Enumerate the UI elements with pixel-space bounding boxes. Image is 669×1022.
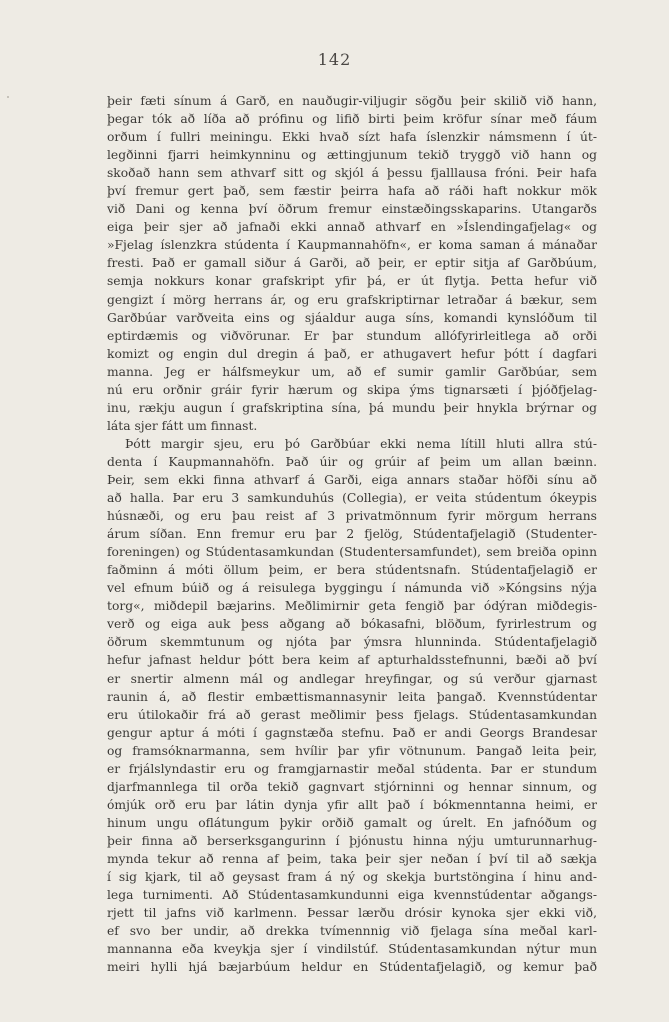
text-line: mannanna eða kveykja sjer í vindilstúf. Stúdentasamkundan nýtur mun [107,942,597,957]
text-line: semja nokkurs konar grafskript yfir þá, er út flytja. Þetta hefur við [107,274,597,289]
text-line: þeir fæti sínum á Garð, en nauðugir-viljugir sögðu þeir skilið við hann, [107,94,597,108]
text-line: djarfmannlega til orða tekið gagnvart stjórninni og hennar sinnum, og [107,779,597,794]
text-line: öðrum skemmtunum og njóta þar ýmsra hlunninda. Stúdentafjelagið [107,635,597,650]
text-line: nú eru orðnir gráir fyrir hærum og skipa ýms tignarsæti í þjóðfjelag- [107,382,597,397]
text-line: þegar tók að líða að prófinu og lifið birti þeim kröfur sínar með fáum [107,112,597,127]
text-line: raunin á, að flestir embættismannasynir leita þangað. Kvennstúdentar [107,689,597,704]
text-line: því fremur gert það, sem fæstir þeirra hafa að ráði haft nokkur mök [107,184,597,199]
text-line: Garðbúar varðveita eins og sjáaldur auga síns, komandi kynslóðum til [107,310,597,325]
ink-speck [7,96,9,98]
text-line: við Dani og kenna því öðrum fremur einstæðingsskaparins. Utangarðs [107,202,597,217]
text-line: eptirdæmis og viðvörunar. Er þar stundum allófyrirleitlega að orði [107,328,597,343]
text-line: manna. Jeg er hálfsmeykur um, að ef sumir gamlir Garðbúar, sem [107,364,597,379]
paragraph-end-line: láta sjer fátt um finnast. [107,418,258,433]
page-number: 142 [317,50,352,69]
text-line: fresti. Það er gamall siður á Garði, að þeir, er eptir sitja af Garðbúum, [107,256,597,271]
text-line: meiri hylli hjá bæjarbúum heldur en Stúdentafjelagið, og kemur það [107,960,597,975]
text-line: vel efnum búið og á reisulega byggingu í námunda við »Kóngsins nýja [107,581,597,596]
paragraph-start-line: Þótt margir sjeu, eru þó Garðbúar ekki nema lítill hluti allra stú- [125,436,597,451]
text-line: hefur jafnast heldur þótt bera keim af apturhaldsstefnunni, bæði að því [107,653,597,668]
text-line: Þeir, sem ekki finna athvarf á Garði, eiga annars staðar höfði sínu að [107,472,597,487]
text-line: komizt og engin dul dregin á það, er athugavert hefur þótt í dagfari [107,346,597,361]
body-text [107,92,597,976]
text-line: foreningen) og Stúdentasamkundan (Studentersamfundet), sem breiða opinn [107,545,597,560]
text-line: gengizt í mörg herrans ár, og eru grafskriptirnar letraðar á bækur, sem [107,292,597,307]
text-line: faðminn á móti öllum þeim, er bera stúdentsnafn. Stúdentafjelagið er [107,563,597,578]
text-line: skoðað hann sem athvarf sitt og skjól á þessu fjalllausa fróni. Þeir hafa [107,166,597,181]
text-line: verð og eiga auk þess aðgang að bókasafni, blöðum, fyrirlestrum og [107,617,597,632]
text-line: er snertir almenn mál og andlegar hreyfingar, og sú verður gjarnast [107,671,597,686]
text-line: þeir finna að berserksgangurinn í þjónustu hinna nýju umturunnarhug- [107,833,597,848]
text-line: rjett til jafns við karlmenn. Þessar lærðu drósir kynoka sjer ekki við, [107,906,597,921]
text-line: og framsóknarmanna, sem hvílir þar yfir vötnunum. Þangað leita þeir, [107,743,597,758]
text-line: gengur aptur á móti í gagnstæða stefnu. Það er andi Georgs Brandesar [107,725,597,740]
text-line: inu, rækju augun í grafskriptina sína, þá mundu þeir hnykla brýrnar og [107,400,597,415]
text-line: ómjúk orð eru þar látin dynja yfir allt það í bókmenntanna heimi, er [107,797,597,812]
text-line: lega turnimenti. Að Stúdentasamkundunni eiga kvennstúdentar aðgangs- [107,888,597,903]
text-line: í sig kjark, til að geysast fram á ný og skekja burtstöngina í hinu and- [107,870,597,885]
text-line: »Fjelag íslenzkra stúdenta í Kaupmannahöfn«, er koma saman á mánaðar [107,238,597,253]
text-line: árum síðan. Enn fremur eru þar 2 fjelög, Stúdentafjelagið (Studenter- [107,527,597,542]
text-line: hinum ungu oflátungum þykir orðið gamalt og úrelt. En jafnóðum og [107,815,597,830]
text-line: er frjálslyndastir eru og framgjarnastir meðal stúdenta. Þar er stundum [107,761,597,776]
text-line: eiga þeir sjer að jafnaði ekki annað athvarf en »Íslendingafjelag« og [107,220,597,235]
text-line: að halla. Þar eru 3 samkunduhús (Collegia), er veita stúdentum ókeypis [107,491,597,506]
text-line: ef svo ber undir, að drekka tvímennnig við fjelaga sína meðal karl- [107,924,597,939]
text-line: orðum í fullri meiningu. Ekki hvað sízt hafa íslenzkir námsmenn í út- [107,130,597,145]
text-line: mynda tekur að renna af þeim, taka þeir sjer neðan í því til að sækja [107,851,597,866]
text-line: denta í Kaupmannahöfn. Það úir og grúir af þeim um allan bæinn. [107,454,597,469]
text-line: húsnæði, og eru þau reist af 3 privatmönnum fyrir mörgum herrans [107,509,597,524]
text-line: eru útilokaðir frá að gerast meðlimir þess fjelags. Stúdentasamkundan [107,707,597,722]
text-line: legðinni fjarri heimkynninu og ættingjunum tekið tryggð við hann og [107,148,597,163]
text-line: torg«, miðdepil bæjarins. Meðlimirnir geta fengið þar ódýran miðdegis- [107,599,597,614]
